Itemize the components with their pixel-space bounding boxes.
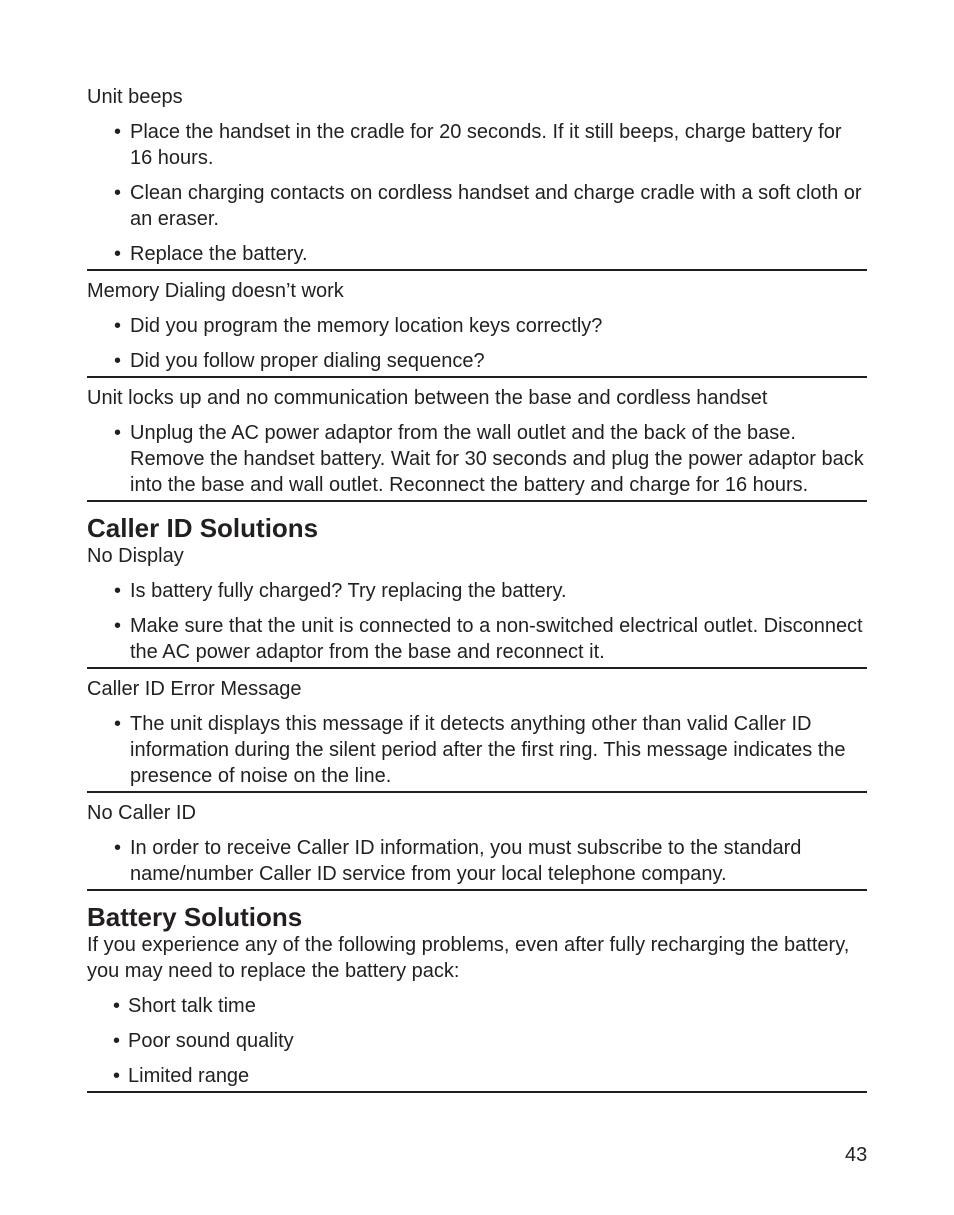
solution-item: • Clean charging contacts on cordless handset and charge cradle with a soft cloth or an eraser. — [114, 182, 862, 230]
bullet-icon: • — [113, 1065, 121, 1087]
manual-page — [87, 84, 867, 1093]
problem-heading: Caller ID Error Message — [87, 678, 302, 700]
solution-item: • In order to receive Caller ID information, you must subscribe to the standard name/number Caller ID service from your local telephone company. — [114, 837, 802, 885]
battery-intro: If you experience any of the following problems, even after fully recharging the battery, you may need to replace the battery pack: — [87, 934, 850, 982]
solution-item: • Did you follow proper dialing sequence? — [114, 350, 485, 372]
bullet-icon: • — [113, 995, 121, 1017]
solution-item: • Unplug the AC power adaptor from the wall outlet and the back of the base. Remove the handset battery. Wait for 30 seconds and plug the power adaptor back into the base and wall outlet. Reconnect the battery and charge for 16 hours. — [114, 422, 864, 496]
bullet-icon: • — [114, 121, 122, 143]
bullet-icon: • — [114, 350, 122, 372]
bullet-icon: • — [114, 713, 122, 735]
bullet-icon: • — [114, 422, 122, 444]
solution-item: • Is battery fully charged? Try replacing the battery. — [114, 580, 567, 602]
solution-item: • The unit displays this message if it detects anything other than valid Caller ID information during the silent period after the first ring. This message indicates the presence of noise on the line. — [114, 713, 846, 787]
problem-heading: No Display — [87, 545, 184, 567]
problem-no-display — [87, 543, 867, 669]
bullet-icon: • — [114, 615, 122, 637]
bullet-icon: • — [114, 315, 122, 337]
solution-item: • Place the handset in the cradle for 20 seconds. If it still beeps, charge battery for 16 hours. — [114, 121, 842, 169]
bullet-icon: • — [114, 243, 122, 265]
solution-item: • Replace the battery. — [114, 243, 308, 265]
section-title-battery: Battery Solutions — [87, 902, 303, 932]
problem-unit-locks-up — [87, 385, 867, 502]
solution-item: • Did you program the memory location keys correctly? — [114, 315, 603, 337]
battery-symptom: • Poor sound quality — [113, 1030, 294, 1052]
battery-symptom: • Limited range — [113, 1065, 250, 1087]
problem-heading: Unit locks up and no communication between the base and cordless handset — [87, 387, 768, 409]
problem-no-caller-id — [87, 800, 867, 891]
bullet-icon: • — [114, 182, 122, 204]
problem-caller-id-error — [87, 676, 867, 793]
bullet-icon: • — [114, 837, 122, 859]
problem-memory-dialing — [87, 278, 867, 378]
bullet-icon: • — [114, 580, 122, 602]
problem-heading: Unit beeps — [87, 86, 183, 108]
problem-heading: Memory Dialing doesn’t work — [87, 280, 344, 302]
battery-block — [87, 932, 867, 1093]
problem-heading: No Caller ID — [87, 802, 196, 824]
solution-item: • Make sure that the unit is connected to a non-switched electrical outlet. Disconnect the AC power adaptor from the base and reconnect it. — [114, 615, 863, 663]
bullet-icon: • — [113, 1030, 121, 1052]
problem-unit-beeps — [87, 84, 867, 271]
section-title-caller-id: Caller ID Solutions — [87, 513, 319, 543]
battery-symptom: • Short talk time — [113, 995, 256, 1017]
page-number: 43 — [845, 1144, 868, 1166]
